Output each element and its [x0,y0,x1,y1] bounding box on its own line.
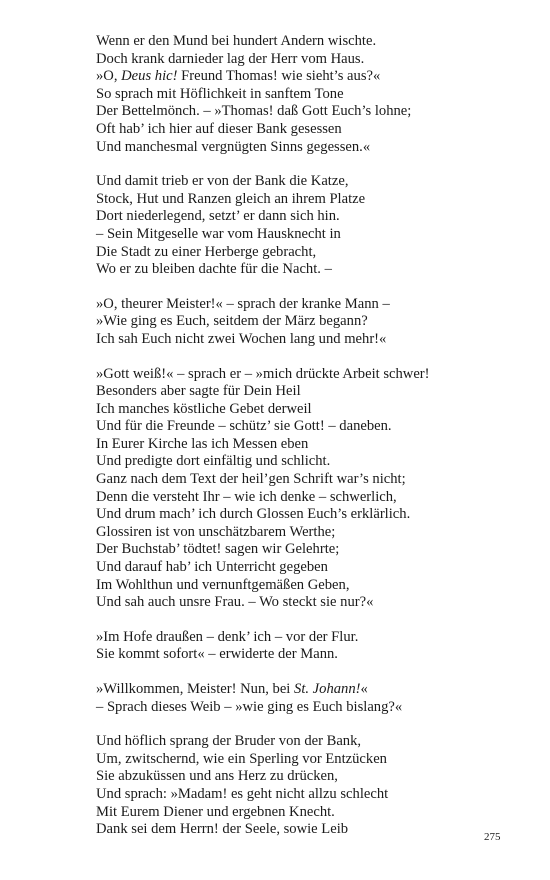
verse-line [96,751,516,769]
verse-line [96,366,516,384]
verse-line [96,821,516,839]
text-segment: »Im Hofe draußen – denk’ ich – vor der Flur. [96,628,359,645]
italic-text: Deus hic! [121,68,178,85]
text-segment: – Sein Mitgeselle war vom Hausknecht in [96,225,341,242]
text-segment: Denn die versteht Ihr – wie ich denke – schwerlich, [96,488,397,505]
text-segment: Um, zwitschernd, wie ein Sperling vor Entzücken [96,750,387,767]
verse-line [96,577,516,595]
text-segment: Der Buchstab’ tödtet! sagen wir Gelehrte; [96,541,340,558]
verse-line [96,296,516,314]
verse-line [96,313,516,331]
text-segment: Sie kommt sofort« – erwiderte der Mann. [96,646,338,663]
text-segment: Stock, Hut und Ranzen gleich an ihrem Platze [96,190,366,207]
stanza [96,33,516,156]
verse-line [96,646,516,664]
verse-line [96,401,516,419]
verse-line [96,681,516,699]
verse-line [96,103,516,121]
text-segment: In Eurer Kirche las ich Messen eben [96,435,309,452]
stanza [96,173,516,279]
text-segment: Besonders aber sagte für Dein Heil [96,383,301,400]
verse-line [96,453,516,471]
text-segment: »Wie ging es Euch, seitdem der März begann? [96,313,368,330]
text-segment: Mit Eurem Diener und ergebnen Knecht. [96,803,335,820]
verse-line [96,768,516,786]
verse-line [96,541,516,559]
text-segment: Wenn er den Mund bei hundert Andern wischte. [96,33,377,49]
stanza [96,733,516,839]
verse-line [96,86,516,104]
verse-line [96,524,516,542]
verse-line [96,436,516,454]
text-segment: Glossiren ist von unschätzbarem Werthe; [96,523,336,540]
text-segment: Oft hab’ ich hier auf dieser Bank gesessen [96,120,342,137]
verse-line [96,139,516,157]
poem-text [96,33,516,856]
stanza [96,681,516,716]
verse-line [96,261,516,279]
verse-line [96,786,516,804]
text-segment: Und manchesmal vergnügten Sinns gegessen.« [96,138,371,155]
text-segment: »Gott weiß!« – sprach er – »mich drückte Arbeit schwer! [96,365,430,382]
italic-text: St. Johann! [294,681,361,697]
text-segment: »O, theurer Meister!« – sprach der kranke Mann – [96,295,390,312]
stanza [96,366,516,612]
text-segment: Der Bettelmönch. – »Thomas! daß Gott Euch’s lohne; [96,103,412,120]
verse-line [96,559,516,577]
verse-line [96,804,516,822]
verse-line [96,121,516,139]
text-segment: « [360,681,368,697]
text-segment: Dank sei dem Herrn! der Seele, sowie Leib [96,821,349,838]
text-segment: So sprach mit Höflichkeit in sanftem Tone [96,85,344,102]
verse-line [96,629,516,647]
verse-line [96,244,516,262]
text-segment: Doch krank darnieder lag der Herr vom Haus. [96,50,365,67]
verse-line [96,594,516,612]
verse-line [96,506,516,524]
stanza [96,296,516,349]
verse-line [96,208,516,226]
text-segment: Ich sah Euch nicht zwei Wochen lang und mehr!« [96,330,387,347]
text-segment: Und sprach: »Madam! es geht nicht allzu schlecht [96,785,389,802]
page-number: 275 [484,831,501,843]
text-segment: Und damit trieb er von der Bank die Katze, [96,173,349,190]
text-segment: »Willkommen, Meister! Nun, bei [96,681,295,697]
text-segment: Die Stadt zu einer Herberge gebracht, [96,243,317,260]
verse-line [96,51,516,69]
text-segment: Und predigte dort einfältig und schlicht. [96,453,331,470]
text-segment: Und für die Freunde – schütz’ sie Gott! – daneben. [96,418,392,435]
text-segment: Sie abzuküssen und ans Herz zu drücken, [96,768,338,785]
verse-line [96,173,516,191]
text-segment: Und höflich sprang der Bruder von der Bank, [96,733,362,750]
verse-line [96,418,516,436]
verse-line [96,383,516,401]
verse-line [96,699,516,717]
verse-line [96,331,516,349]
text-segment: Dort niederlegend, setzt’ er dann sich hin. [96,208,340,225]
verse-line [96,191,516,209]
text-segment: Und sah auch unsre Frau. – Wo steckt sie nur?« [96,594,374,611]
text-segment: Wo er zu bleiben dachte für die Nacht. – [96,261,332,278]
text-segment: Und darauf hab’ ich Unterricht gegeben [96,559,328,576]
text-segment: Ich manches köstliche Gebet derweil [96,400,312,417]
verse-line [96,489,516,507]
stanza [96,629,516,664]
verse-line [96,68,516,86]
text-segment: – Sprach dieses Weib – »wie ging es Euch bislang?« [96,698,403,715]
text-segment: Im Wohlthun und vernunftgemäßen Geben, [96,576,350,593]
text-segment: »O, [96,68,122,85]
verse-line [96,226,516,244]
verse-line [96,471,516,489]
text-segment: Ganz nach dem Text der heil’gen Schrift war’s nicht; [96,471,406,488]
text-segment: Und drum mach’ ich durch Glossen Euch’s erklärlich. [96,506,411,523]
verse-line [96,33,516,51]
verse-line [96,733,516,751]
text-segment: Freund Thomas! wie sieht’s aus?« [177,68,381,85]
